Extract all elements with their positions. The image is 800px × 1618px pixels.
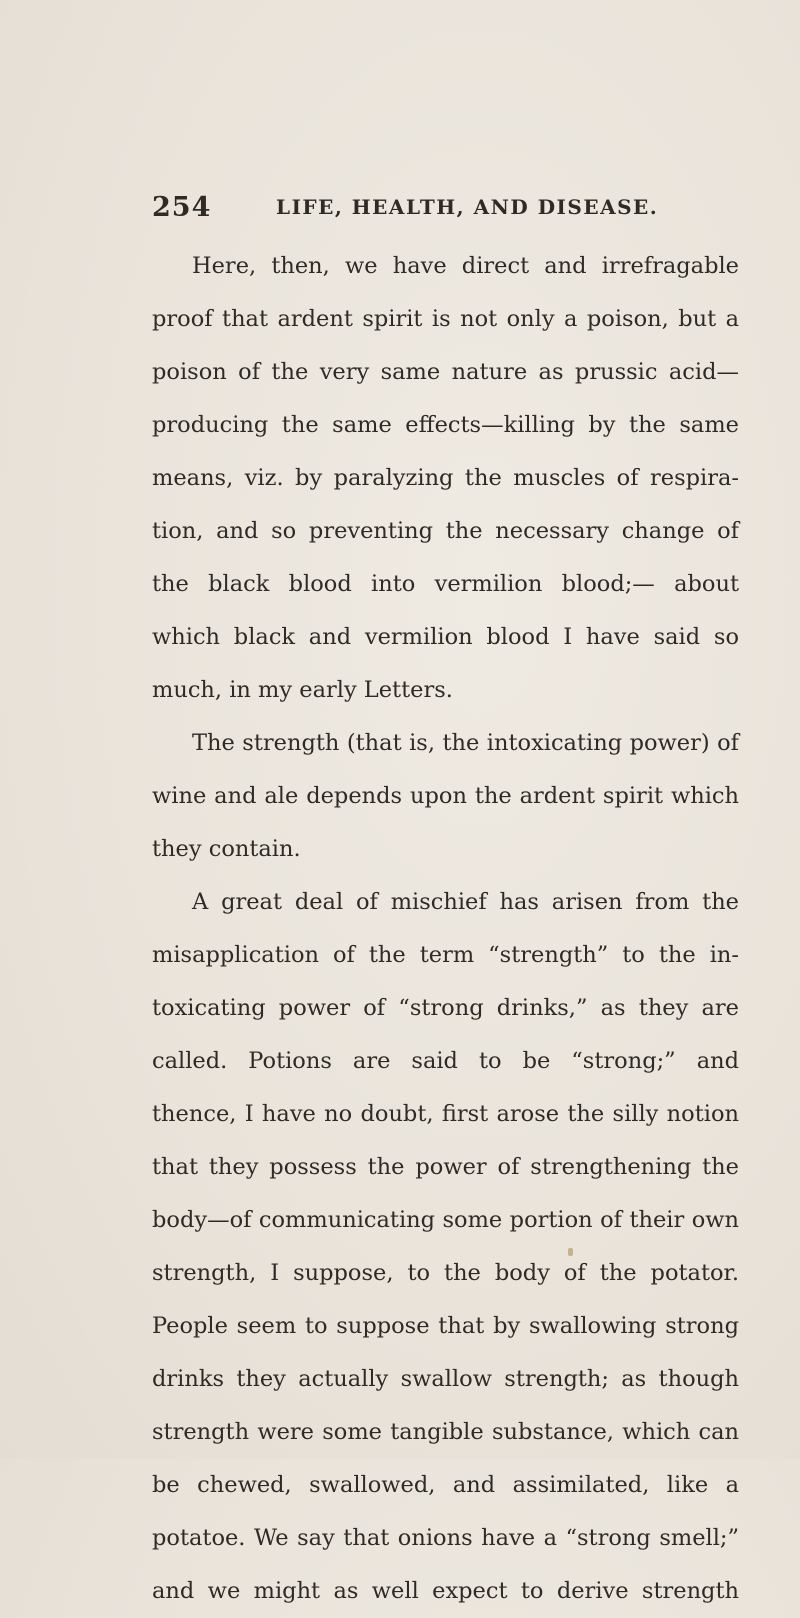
text-line: toxicating power of “strong drinks,” as they are xyxy=(152,995,739,1021)
text-line: called. Potions are said to be “strong;” and xyxy=(152,1048,739,1074)
text-line: strength, I suppose, to the body of the potator. xyxy=(152,1260,739,1286)
text-line: thence, I have no doubt, first arose the silly notion xyxy=(152,1101,739,1127)
text-line: and we might as well expect to derive strength xyxy=(152,1578,739,1604)
text-line: that they possess the power of strengthening the xyxy=(152,1154,739,1180)
text-line: they contain. xyxy=(152,836,301,862)
text-line: tion, and so preventing the necessary change of xyxy=(152,518,739,544)
text-line: strength were some tangible substance, which can xyxy=(152,1419,739,1445)
body-text xyxy=(152,240,739,1618)
text-line: drinks they actually swallow strength; as though xyxy=(152,1366,739,1392)
text-line: People seem to suppose that by swallowing strong xyxy=(152,1313,739,1339)
text-line: producing the same effects—killing by the same xyxy=(152,412,739,438)
text-line: the black blood into vermilion blood;— about xyxy=(152,571,739,597)
paper-speck xyxy=(568,1248,573,1256)
text-line: be chewed, swallowed, and assimilated, like a xyxy=(152,1472,739,1498)
text-line: wine and ale depends upon the ardent spirit which xyxy=(152,783,739,809)
text-line: means, viz. by paralyzing the muscles of respira- xyxy=(152,465,739,491)
running-head xyxy=(152,192,740,222)
page-number: 254 xyxy=(152,192,212,223)
running-title: LIFE, HEALTH, AND DISEASE. xyxy=(276,195,659,219)
text-line: A great deal of mischief has arisen from the xyxy=(192,889,739,915)
text-line: The strength (that is, the intoxicating power) of xyxy=(192,730,739,756)
text-line: which black and vermilion blood I have said so xyxy=(152,624,739,650)
text-line: potatoe. We say that onions have a “strong smell;” xyxy=(152,1525,739,1551)
text-line: Here, then, we have direct and irrefragable xyxy=(192,253,739,279)
text-line: misapplication of the term “strength” to the in- xyxy=(152,942,739,968)
text-line: poison of the very same nature as prussic acid— xyxy=(152,359,739,385)
text-line: proof that ardent spirit is not only a poison, but a xyxy=(152,306,739,332)
text-line: much, in my early Letters. xyxy=(152,677,453,703)
text-line: body—of communicating some portion of their own xyxy=(152,1207,739,1233)
